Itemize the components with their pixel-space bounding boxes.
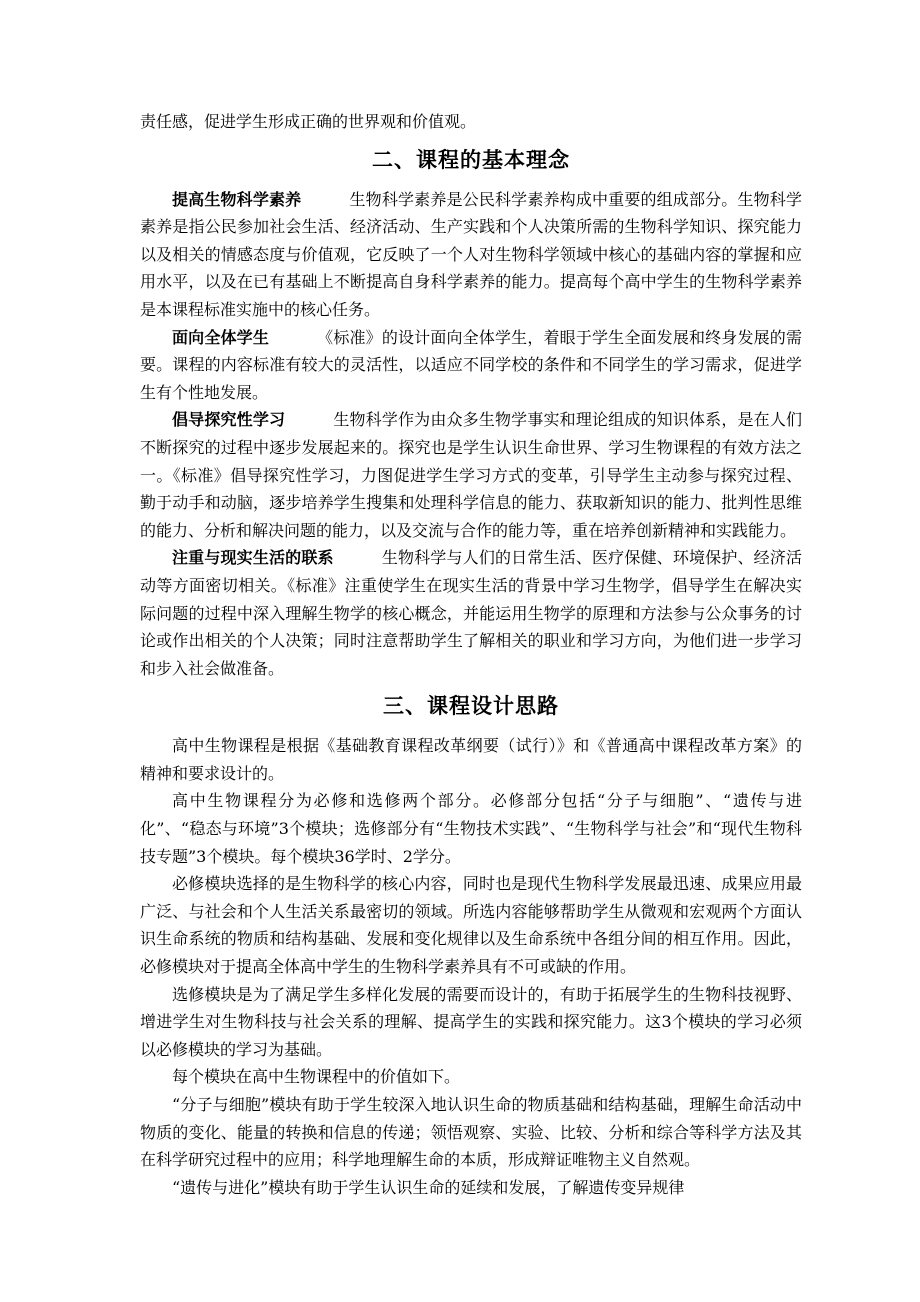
design-paragraph-1: 高中生物课程是根据《基础教育课程改革纲要（试行）》和《普通高中课程改革方案》的精神和要求设计的。 — [140, 736, 802, 783]
concept-paragraph-3 — [140, 406, 802, 544]
document-page — [140, 108, 802, 1201]
concept-text-3: 生物科学作为由众多生物学事实和理论组成的知识体系，是在人们不断探究的过程中逐步发展起来的。探究也是学生认识生命世界、学习生物课程的有效方法之一。《标准》倡导探究性学习，力图促进学生学习方式的变革，引导学生主动参与探究过程、勤于动手和动脑，逐步培养学生搜集和处理科学信息的能力、获取新知识的能力、批判性思维的能力、分析和解决问题的能力，以及交流与合作的能力等，重在培养创新精神和实践能力。 — [140, 410, 802, 540]
concept-term-3: 倡导探究性学习 — [172, 410, 286, 430]
design-paragraph-6: “分子与细胞”模块有助于学生较深入地认识生命的物质基础和结构基础，理解生命活动中物质的变化、能量的转换和信息的传递；领悟观察、实验、比较、分析和综合等科学方法及其在科学研究过程中的应用；科学地理解生命的本质，形成辩证唯物主义自然观。 — [140, 1095, 802, 1170]
concept-text-4: 生物科学与人们的日常生活、医疗保健、环境保护、经济活动等方面密切相关。《标准》注重使学生在现实生活的背景中学习生物学，倡导学生在解决实际问题的过程中深入理解生物学的核心概念，并能运用生物学的原理和方法参与公众事务的讨论或作出相关的个人决策；同时注意帮助学生了解相关的职业和学习方向，为他们进一步学习和步入社会做准备。 — [140, 548, 802, 678]
design-paragraph-4: 选修模块是为了满足学生多样化发展的需要而设计的，有助于拓展学生的生物科技视野、增进学生对生物科技与社会关系的理解、提高学生的实践和探究能力。这3个模块的学习必须以必修模块的学习为基础。 — [140, 984, 802, 1059]
design-paragraph-3: 必修模块选择的是生物科学的核心内容，同时也是现代生物科学发展最迅速、成果应用最广泛、与社会和个人生活关系最密切的领域。所选内容能够帮助学生从微观和宏观两个方面认识生命系统的物质和结构基础、发展和变化规律以及生命系统中各组分间的相互作用。因此，必修模块对于提高全体高中学生的生物科学素养具有不可或缺的作用。 — [140, 874, 802, 977]
concept-text-2: 《标准》的设计面向全体学生，着眼于学生全面发展和终身发展的需要。课程的内容标准有较大的灵活性，以适应不同学校的条件和不同学生的学习需求，促进学生有个性地发展。 — [140, 327, 802, 402]
concept-term-4: 注重与现实生活的联系 — [172, 548, 334, 568]
design-paragraph-2: 高中生物课程分为必修和选修两个部分。必修部分包括“分子与细胞”、“遗传与进化”、“稳态与环境”3个模块；选修部分有“生物技术实践”、“生物科学与社会”和“现代生物科技专题”3个模块。每个模块36学时、2学分。 — [140, 791, 802, 866]
intro-tail-paragraph: 责任感，促进学生形成正确的世界观和价值观。 — [140, 112, 477, 131]
section2-heading: 二、课程的基本理念 — [372, 147, 570, 172]
concept-text-1: 生物科学素养是公民科学素养构成中重要的组成部分。生物科学素养是指公民参加社会生活、经济活动、生产实践和个人决策所需的生物科学知识、探究能力以及相关的情感态度与价值观，它反映了一个人对生物科学领域中核心的基础内容的掌握和应用水平，以及在已有基础上不断提高自身科学素养的能力。提高每个高中学生的生物科学素养是本课程标准实施中的核心任务。 — [140, 189, 802, 319]
design-paragraph-7: “遗传与进化”模块有助于学生认识生命的延续和发展，了解遗传变异规律 — [172, 1177, 685, 1197]
concept-paragraph-1 — [140, 186, 802, 324]
section3-heading: 三、课程设计思路 — [383, 694, 559, 719]
concept-term-2: 面向全体学生 — [172, 327, 269, 347]
concept-paragraph-4 — [140, 544, 802, 682]
design-paragraph-5: 每个模块在高中生物课程中的价值如下。 — [172, 1067, 461, 1087]
concept-term-1: 提高生物科学素养 — [172, 189, 302, 209]
concept-paragraph-2 — [140, 324, 802, 407]
